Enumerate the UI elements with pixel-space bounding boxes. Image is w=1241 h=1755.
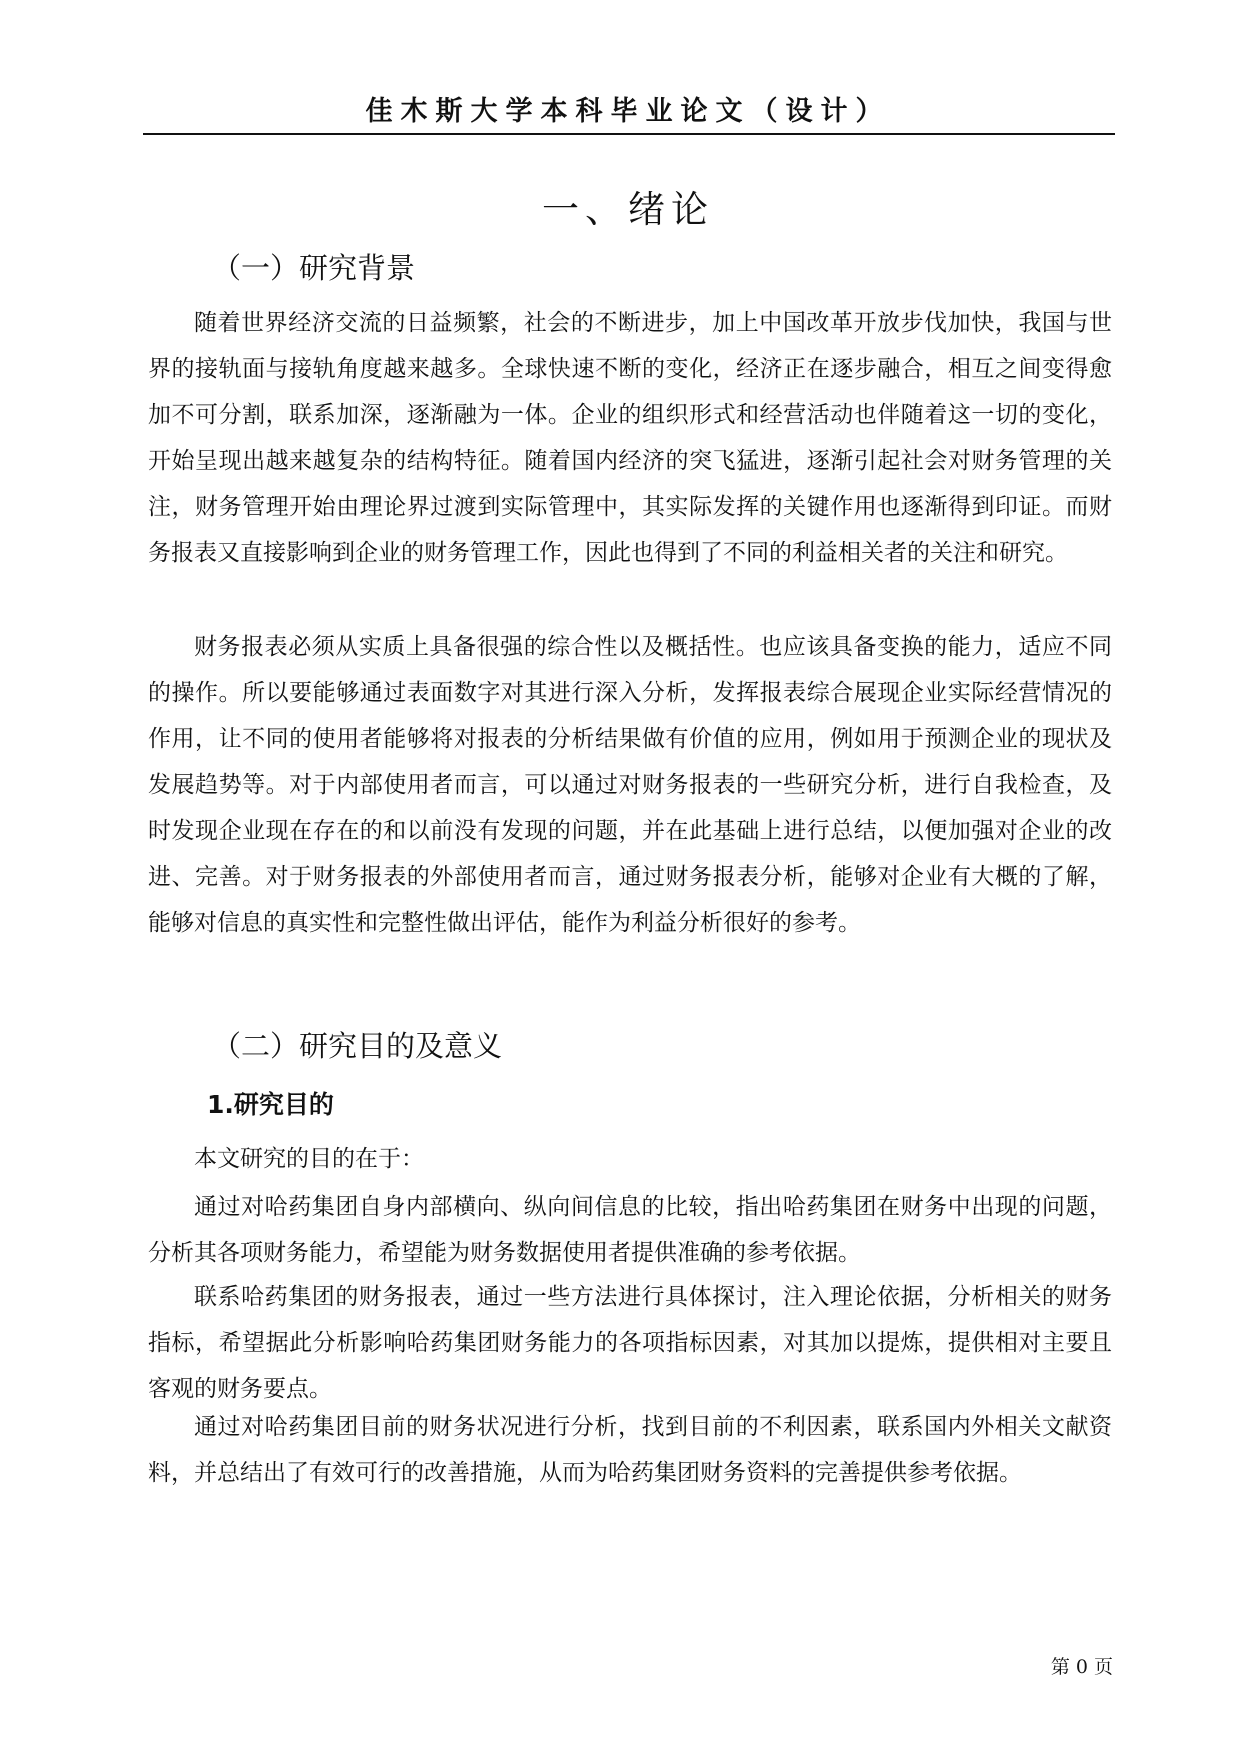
section-heading-purpose-significance: （二）研究目的及意义 (212, 1029, 503, 1063)
paragraph-background-1: 随着世界经济交流的日益频繁，社会的不断进步，加上中国改革开放步伐加快，我国与世界的接轨面与接轨角度越来越多。全球快速不断的变化，经济正在逐步融合，相互之间变得愈加不可分割，联系加深，逐渐融为一体。企业的组织形式和经营活动也伴随着这一切的变化，开始呈现出越来越复杂的结构特征。随着国内经济的突飞猛进，逐渐引起社会对财务管理的关注，财务管理开始由理论界过渡到实际管理中，其实际发挥的关键作用也逐渐得到印证。而财务报表又直接影响到企业的财务管理工作，因此也得到了不同的利益相关者的关注和研究。 (148, 310, 1112, 566)
paragraph-background-2: 财务报表必须从实质上具备很强的综合性以及概括性。也应该具备变换的能力，适应不同的操作。所以要能够通过表面数字对其进行深入分析，发挥报表综合展现企业实际经营情况的作用，让不同的使用者能够将对报表的分析结果做有价值的应用，例如用于预测企业的现状及发展趋势等。对于内部使用者而言，可以通过对财务报表的一些研究分析，进行自我检查，及时发现企业现在存在的和以前没有发现的问题，并在此基础上进行总结，以便加强对企业的改进、完善。对于财务报表的外部使用者而言，通过财务报表分析，能够对企业有大概的了解，能够对信息的真实性和完整性做出评估，能作为利益分析很好的参考。 (148, 634, 1112, 936)
paragraph-purpose-2: 联系哈药集团的财务报表，通过一些方法进行具体探讨，注入理论依据，分析相关的财务指标，希望据此分析影响哈药集团财务能力的各项指标因素，对其加以提炼，提供相对主要且客观的财务要点。 (148, 1284, 1112, 1402)
subsection-heading-purpose: 1.研究目的 (207, 1090, 334, 1119)
page-number: 第 0 页 (1050, 1656, 1113, 1678)
paragraph-purpose-3: 通过对哈药集团目前的财务状况进行分析，找到目前的不利因素，联系国内外相关文献资料，并总结出了有效可行的改善措施，从而为哈药集团财务资料的完善提供参考依据。 (148, 1414, 1112, 1486)
paragraph-purpose-intro: 本文研究的目的在于： (194, 1146, 424, 1172)
chapter-title: 一、绪论 (542, 188, 714, 231)
paragraph-purpose-1: 通过对哈药集团自身内部横向、纵向间信息的比较，指出哈药集团在财务中出现的问题，分析其各项财务能力，希望能为财务数据使用者提供准确的参考依据。 (148, 1194, 1112, 1266)
running-header: 佳木斯大学本科毕业论文（设计） (365, 96, 891, 127)
section-heading-background: （一）研究背景 (212, 251, 416, 285)
header-rule (143, 133, 1115, 135)
